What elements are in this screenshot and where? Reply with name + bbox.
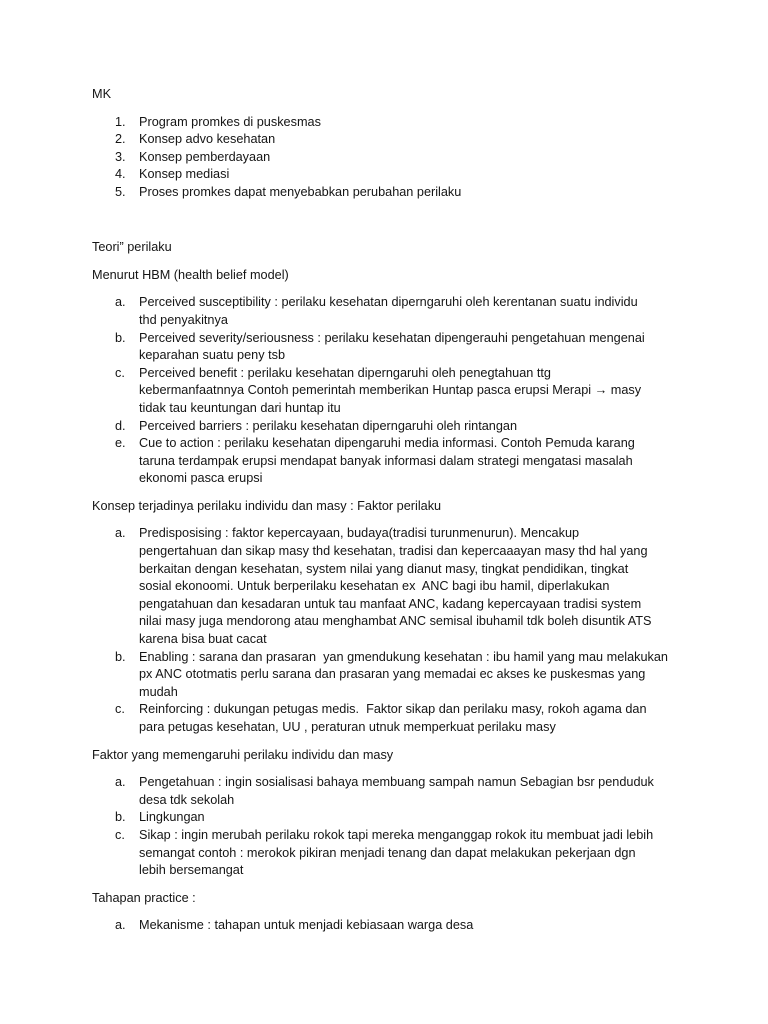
list-marker: a. <box>115 775 126 790</box>
list-item-text: Konsep mediasi <box>139 167 230 182</box>
list-item-line: nilai masy juga mendorong atau menghambat ANC semisal ibuhamil tdk boleh disuntik ATS <box>139 614 652 629</box>
list-item-line: sosial ekonoomi. Untuk berperilaku kesehatan ex ANC bagi ibu hamil, diperlakukan <box>139 579 610 594</box>
list-marker: a. <box>115 918 126 933</box>
list-item-line: karena bisa buat cacat <box>139 632 267 647</box>
list-item <box>92 114 702 132</box>
list-marker: 4. <box>115 167 126 182</box>
list-marker: a. <box>115 295 126 310</box>
list-item-line: berkaitan dengan kesehatan, system nilai yang dianut masy, tingkat pendidikan, tingkat <box>139 561 629 576</box>
list-item <box>92 294 702 329</box>
list-item <box>92 525 702 648</box>
list-item-text: Proses promkes dapat menyebabkan perubahan perilaku <box>139 184 462 199</box>
list-marker: c. <box>115 702 125 717</box>
list-item <box>92 365 702 418</box>
empty-paragraph <box>92 212 702 230</box>
document-body <box>92 86 702 945</box>
practice-stages-list <box>92 917 702 935</box>
list-item-line: Perceived barriers : perilaku kesehatan diperngaruhi oleh rintangan <box>139 418 518 433</box>
list-item-line: keparahan suatu peny tsb <box>139 348 286 363</box>
list-item <box>92 166 702 184</box>
hbm-list <box>92 294 702 488</box>
list-item-line: pengertahuan dan sikap masy thd kesehatan, tradisi dan kepercaaayan masy thd hal yang <box>139 544 648 559</box>
list-marker: b. <box>115 649 126 664</box>
list-item-line: Reinforcing : dukungan petugas medis. Faktor sikap dan perilaku masy, rokoh agama dan <box>139 702 647 717</box>
list-item-line: Perceived severity/seriousness : perilaku kesehatan dipengerauhi pengetahuan mengenai <box>139 330 645 345</box>
list-marker: e. <box>115 436 126 451</box>
list-item-line: desa tdk sekolah <box>139 792 235 807</box>
list-item <box>92 184 702 202</box>
behavior-factors-title: Konsep terjadinya perilaku individu dan masy : Faktor perilaku <box>92 498 442 513</box>
list-item <box>92 809 702 827</box>
course-topics-list <box>92 114 702 202</box>
practice-stages-title: Tahapan practice : <box>92 890 196 905</box>
list-item-line: Sikap : ingin merubah perilaku rokok tapi mereka menganggap rokok itu membuat jadi lebih <box>139 827 654 842</box>
list-marker: b. <box>115 810 126 825</box>
list-item-line: para petugas kesehatan, UU , peraturan utnuk memperkuat perilaku masy <box>139 720 556 734</box>
list-item-line: ekonomi pasca erupsi <box>139 471 263 486</box>
list-item-text: Konsep pemberdayaan <box>139 149 271 164</box>
list-item-line: Perceived susceptibility : perilaku kesehatan diperngaruhi oleh kerentanan suatu individu <box>139 295 638 310</box>
list-item <box>92 149 702 167</box>
list-item <box>92 435 702 488</box>
list-item-line: Mekanisme : tahapan untuk menjadi kebiasaan warga desa <box>139 918 474 933</box>
list-item-line: lebih bersemangat <box>139 863 244 878</box>
list-item <box>92 131 702 149</box>
list-marker: d. <box>115 418 126 433</box>
behavior-factors-list <box>92 525 702 736</box>
list-marker: b. <box>115 330 126 345</box>
list-item <box>92 701 702 736</box>
list-item-line: taruna terdampak erupsi mendapat banyak informasi dalam strategi mengatasi masalah <box>139 453 633 468</box>
list-item-line: kebermanfaatnnya Contoh pemerintah memberikan Huntap pasca erupsi Merapi → masy <box>139 383 642 398</box>
list-item <box>92 827 702 880</box>
influencing-factors-list <box>92 774 702 880</box>
heading-mk: MK <box>92 87 112 101</box>
list-item <box>92 774 702 809</box>
list-item-line: Perceived benefit : perilaku kesehatan diperngaruhi oleh penegtahuan ttg <box>139 365 551 380</box>
list-item-line: semangat contoh : merokok pikiran menjadi tenang dan dapat melakukan pekerjaan dgn <box>139 845 636 860</box>
list-item-text: Konsep advo kesehatan <box>139 132 276 147</box>
list-marker: c. <box>115 827 125 842</box>
list-item-line: Cue to action : perilaku kesehatan dipengaruhi media informasi. Contoh Pemuda karang <box>139 436 635 451</box>
list-item <box>92 418 702 436</box>
list-marker: 5. <box>115 184 126 199</box>
theory-title: Teori” perilaku <box>92 240 172 255</box>
list-item-line: Enabling : sarana dan prasaran yan gmendukung kesehatan : ibu hamil yang mau melakukan <box>139 649 668 664</box>
list-item-line: pengatahuan dan kesadaran untuk tau manfaat ANC, kadang kepercayaan tradisi system <box>139 596 642 611</box>
list-item-line: mudah <box>139 684 178 699</box>
list-item-line: Lingkungan <box>139 810 205 825</box>
list-item <box>92 330 702 365</box>
list-item-line: Predisposising : faktor kepercayaan, budaya(tradisi turunmenurun). Mencakup <box>139 526 580 541</box>
list-marker: c. <box>115 365 125 380</box>
list-item-text: Program promkes di puskesmas <box>139 114 321 129</box>
list-marker: 2. <box>115 132 126 147</box>
list-item <box>92 917 702 935</box>
list-marker: 1. <box>115 114 126 129</box>
list-item-line: tidak tau keuntungan dari huntap itu <box>139 400 341 415</box>
list-item-line: Pengetahuan : ingin sosialisasi bahaya membuang sampah namun Sebagian bsr penduduk <box>139 775 654 790</box>
list-item-line: thd penyakitnya <box>139 312 228 327</box>
influencing-factors-title: Faktor yang memengaruhi perilaku individu dan masy <box>92 747 394 762</box>
list-marker: 3. <box>115 149 126 164</box>
list-item <box>92 649 702 702</box>
list-marker: a. <box>115 526 126 541</box>
list-item-line: px ANC ototmatis perlu sarana dan prasaran yang memadai ec akses ke puskesmas yang <box>139 667 646 682</box>
hbm-title: Menurut HBM (health belief model) <box>92 267 289 282</box>
